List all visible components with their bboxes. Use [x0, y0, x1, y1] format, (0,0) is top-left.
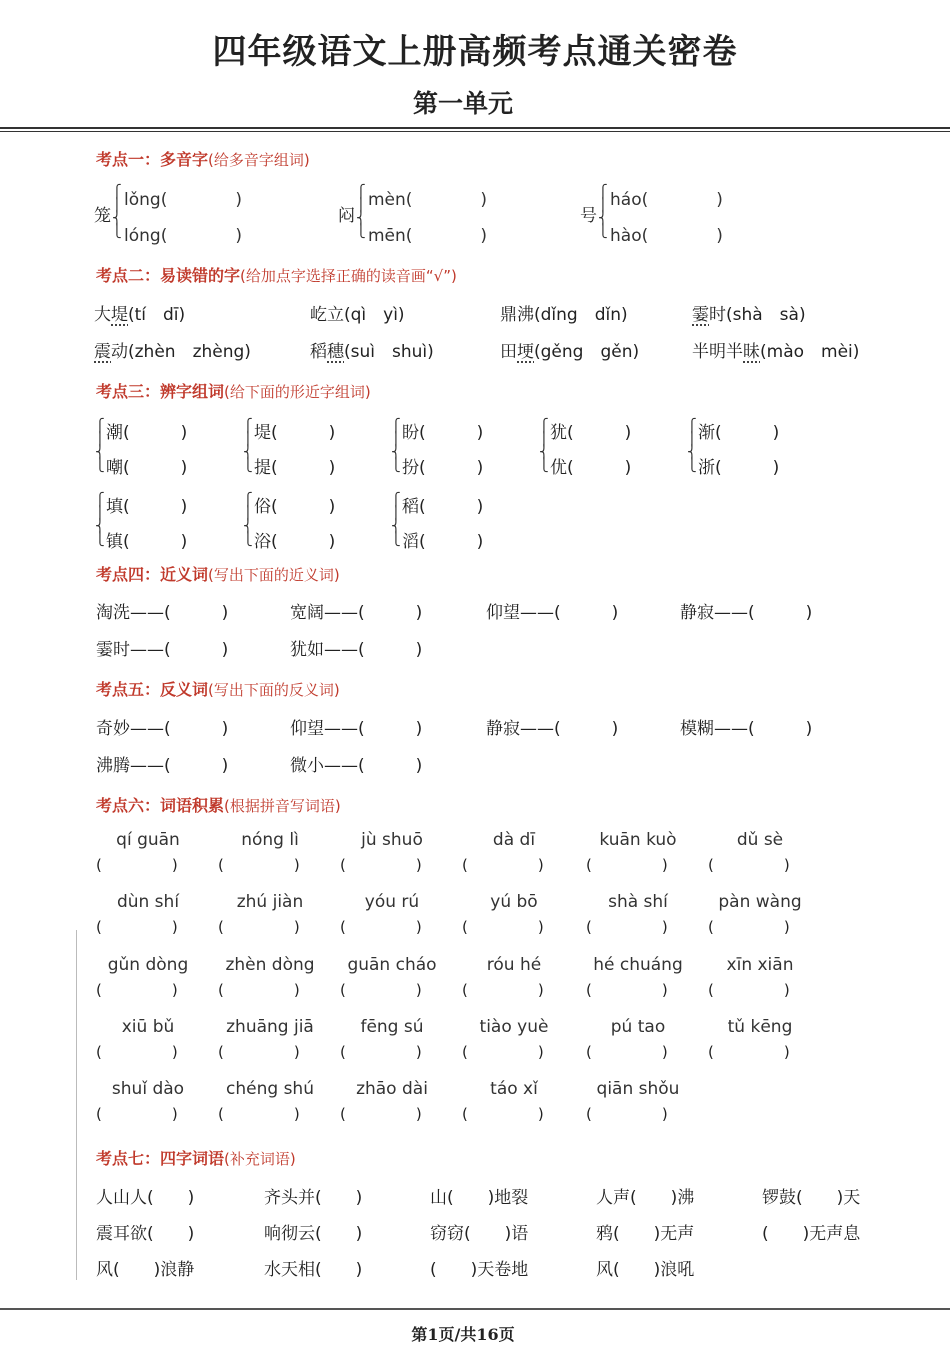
pinyin-prompt: shuǐ dào [111, 1079, 185, 1099]
idiom-blank: 鸦( )无声 [596, 1224, 695, 1244]
answer-blank[interactable]: ( ) [586, 981, 670, 999]
word-blank-a: 堤( ) [254, 423, 336, 443]
brace-icon: ⎧ ⎪ ⎨ ⎩ [244, 419, 252, 473]
item-pinyin-choice: 立(qì yì) [327, 305, 405, 325]
answer-blank[interactable]: ( ) [218, 1043, 302, 1061]
pinyin-prompt: pàn wàng [718, 892, 802, 912]
answer-blank[interactable]: ( ) [96, 1043, 180, 1061]
word-pair-item: 微小——( ) [290, 756, 423, 776]
footer-divider [0, 1308, 950, 1310]
brace-icon: ⎧ ⎪ ⎨ ⎩ [392, 493, 400, 547]
idiom-blank: 山( )地裂 [430, 1188, 529, 1208]
answer-blank[interactable]: ( ) [96, 1105, 180, 1123]
answer-blank[interactable]: ( ) [708, 1043, 792, 1061]
word-blank-b: 嘲( ) [106, 458, 188, 478]
word-pair-item: 仰望——( ) [486, 603, 619, 623]
item-prefix: 大 [94, 305, 111, 325]
item-prefix: 田 [500, 342, 517, 362]
polyphone-reading-a: mèn( ) [368, 190, 488, 210]
pinyin-prompt: zhuāng jiā [226, 1017, 314, 1037]
pinyin-prompt: xiū bǔ [121, 1017, 175, 1037]
idiom-blank: 响彻云( ) [264, 1224, 363, 1244]
page-number: 第1页/共16页 [411, 1325, 515, 1344]
word-pair-item: 宽阔——( ) [290, 603, 423, 623]
pronunciation-item [500, 300, 628, 325]
item-prefix: 半明半 [692, 342, 743, 362]
idiom-blank: 水天相( ) [264, 1260, 363, 1280]
answer-blank[interactable]: ( ) [340, 1105, 424, 1123]
pinyin-prompt: gǔn dòng [107, 955, 189, 975]
pinyin-prompt: zhèn dòng [225, 955, 315, 975]
answer-blank[interactable]: ( ) [218, 981, 302, 999]
pinyin-prompt: zhāo dài [356, 1079, 428, 1099]
word-blank-a: 渐( ) [698, 423, 780, 443]
item-prefix: 稻 [310, 342, 327, 362]
answer-blank[interactable]: ( ) [218, 1105, 302, 1123]
section-label: 考点五：反义词 [96, 680, 209, 699]
item-pinyin-choice: 沸(dǐng dǐn) [517, 305, 628, 325]
pinyin-prompt: dà dī [492, 830, 536, 850]
pronunciation-item [94, 300, 185, 325]
pronunciation-item [692, 337, 859, 362]
brace-icon: ⎧ ⎪ ⎨ ⎩ [113, 185, 121, 239]
idiom-blank: 人声( )沸 [596, 1188, 695, 1208]
word-pair-item: 淘洗——( ) [96, 603, 229, 623]
pinyin-prompt: zhú jiàn [236, 892, 304, 912]
pronunciation-item [94, 337, 251, 362]
pinyin-prompt: qiān shǒu [596, 1079, 680, 1099]
word-blank-a: 潮( ) [106, 423, 188, 443]
pinyin-prompt: nóng lì [241, 830, 299, 850]
idiom-blank: 锣鼓( )天 [762, 1188, 861, 1208]
word-pair-item: 静寂——( ) [486, 719, 619, 739]
polyphone-reading-b: hào( ) [610, 226, 723, 246]
brace-icon: ⎧ ⎪ ⎨ ⎩ [392, 419, 400, 473]
idiom-blank: 人山人( ) [96, 1188, 195, 1208]
pinyin-prompt: xīn xiān [726, 955, 794, 975]
word-pair-item: 奇妙——( ) [96, 719, 229, 739]
brace-icon: ⎧ ⎪ ⎨ ⎩ [540, 419, 548, 473]
answer-blank[interactable]: ( ) [708, 918, 792, 936]
pinyin-prompt: dǔ sè [736, 830, 784, 850]
answer-blank[interactable]: ( ) [586, 856, 670, 874]
section-2-title [96, 263, 457, 286]
section-3-title [96, 379, 371, 402]
section-note: (给下面的形近字组词) [224, 383, 371, 401]
pinyin-prompt: chéng shú [226, 1079, 314, 1099]
idiom-blank: 风( )浪吼 [596, 1260, 695, 1280]
section-label: 考点三：辨字组词 [96, 382, 225, 401]
answer-blank[interactable]: ( ) [586, 1105, 670, 1123]
dotted-char: 霎 [692, 305, 709, 325]
word-pair-item: 犹如——( ) [290, 640, 423, 660]
word-pair-item: 仰望——( ) [290, 719, 423, 739]
word-blank-b: 浴( ) [254, 532, 336, 552]
answer-blank[interactable]: ( ) [462, 981, 546, 999]
dotted-char: 穗 [327, 342, 344, 362]
pinyin-prompt: kuān kuò [599, 830, 677, 850]
word-blank-a: 犹( ) [550, 423, 632, 443]
answer-blank[interactable]: ( ) [462, 1043, 546, 1061]
brace-icon: ⎧ ⎪ ⎨ ⎩ [688, 419, 696, 473]
word-blank-a: 俗( ) [254, 497, 336, 517]
section-note: (写出下面的近义词) [208, 566, 340, 584]
answer-blank[interactable]: ( ) [340, 981, 424, 999]
answer-blank[interactable]: ( ) [340, 918, 424, 936]
pinyin-prompt: shà shí [608, 892, 668, 912]
pronunciation-item [310, 300, 405, 325]
item-prefix: 屹 [310, 305, 327, 325]
polyphone-char: 号 [580, 206, 597, 226]
answer-blank[interactable]: ( ) [96, 918, 180, 936]
pinyin-prompt: qí guān [116, 830, 180, 850]
section-label: 考点四：近义词 [96, 565, 209, 584]
section-note: (给多音字组词) [208, 151, 310, 169]
idiom-blank: ( )天卷地 [430, 1260, 529, 1280]
word-pair-item: 霎时——( ) [96, 640, 229, 660]
pinyin-prompt: pú tao [610, 1017, 666, 1037]
brace-icon: ⎧ ⎪ ⎨ ⎩ [96, 493, 104, 547]
polyphone-reading-b: mēn( ) [368, 226, 488, 246]
answer-blank[interactable]: ( ) [218, 856, 302, 874]
header-divider-thin [0, 131, 950, 132]
item-pinyin-choice: (tí dī) [128, 305, 186, 325]
brace-icon: ⎧ ⎪ ⎨ ⎩ [96, 419, 104, 473]
section-note: (给加点字选择正确的读音画“√”) [240, 267, 457, 285]
polyphone-char: 闷 [338, 206, 355, 226]
idiom-blank: ( )无声息 [762, 1224, 861, 1244]
answer-blank[interactable]: ( ) [462, 1105, 546, 1123]
item-pinyin-choice: (gěng gěn) [534, 342, 640, 362]
section-label: 考点一：多音字 [96, 150, 209, 169]
brace-icon: ⎧ ⎪ ⎨ ⎩ [244, 493, 252, 547]
word-blank-a: 盼( ) [402, 423, 484, 443]
dotted-char: 震 [94, 342, 111, 362]
pinyin-prompt: dùn shí [116, 892, 180, 912]
word-pair-item: 静寂——( ) [680, 603, 813, 623]
answer-blank[interactable]: ( ) [462, 918, 546, 936]
pronunciation-item [310, 337, 434, 362]
answer-blank[interactable]: ( ) [96, 981, 180, 999]
pinyin-prompt: fēng sú [360, 1017, 424, 1037]
answer-blank[interactable]: ( ) [340, 1043, 424, 1061]
polyphone-char: 笼 [94, 206, 111, 226]
section-label: 考点六：词语积累 [96, 796, 225, 815]
word-blank-a: 稻( ) [402, 497, 484, 517]
word-blank-b: 优( ) [550, 458, 632, 478]
pinyin-prompt: tiào yuè [479, 1017, 549, 1037]
dotted-char: 埂 [517, 342, 534, 362]
section-note: (补充词语) [224, 1150, 296, 1168]
unit-title: 第一单元 [412, 89, 513, 118]
pinyin-prompt: guān cháo [347, 955, 437, 975]
item-pinyin-choice: (mào mèi) [760, 342, 860, 362]
word-blank-b: 滔( ) [402, 532, 484, 552]
section-5-title [96, 677, 340, 700]
section-1-title [96, 147, 310, 170]
word-blank-b: 扮( ) [402, 458, 484, 478]
answer-blank[interactable]: ( ) [340, 856, 424, 874]
section-label: 考点二：易读错的字 [96, 266, 241, 285]
polyphone-reading-a: lǒng( ) [124, 190, 242, 210]
dotted-char: 堤 [111, 305, 128, 325]
section-note: (根据拼音写词语) [224, 797, 341, 815]
word-blank-a: 填( ) [106, 497, 188, 517]
pinyin-prompt: jù shuō [361, 830, 423, 850]
item-pinyin-choice: 时(shà sà) [709, 305, 806, 325]
brace-icon: ⎧ ⎪ ⎨ ⎩ [599, 185, 607, 239]
polyphone-reading-b: lóng( ) [124, 226, 242, 246]
item-pinyin-choice: 动(zhèn zhèng) [111, 342, 251, 362]
answer-blank[interactable]: ( ) [218, 918, 302, 936]
word-blank-b: 镇( ) [106, 532, 188, 552]
word-blank-b: 浙( ) [698, 458, 780, 478]
pinyin-prompt: yóu rú [364, 892, 420, 912]
pinyin-prompt: táo xǐ [490, 1079, 538, 1099]
polyphone-reading-a: háo( ) [610, 190, 723, 210]
answer-blank[interactable]: ( ) [586, 918, 670, 936]
section-6-title [96, 793, 341, 816]
answer-blank[interactable]: ( ) [462, 856, 546, 874]
pronunciation-item [692, 300, 806, 325]
word-pair-item: 模糊——( ) [680, 719, 813, 739]
pinyin-prompt: hé chuáng [593, 955, 683, 975]
idiom-blank: 风( )浪静 [96, 1260, 195, 1280]
idiom-blank: 齐头并( ) [264, 1188, 363, 1208]
pronunciation-item [500, 337, 639, 362]
brace-icon: ⎧ ⎪ ⎨ ⎩ [357, 185, 365, 239]
word-blank-b: 提( ) [254, 458, 336, 478]
section-note: (写出下面的反义词) [208, 681, 340, 699]
word-pair-item: 沸腾——( ) [96, 756, 229, 776]
answer-blank[interactable]: ( ) [708, 856, 792, 874]
dotted-char: 昧 [743, 342, 760, 362]
answer-blank[interactable]: ( ) [586, 1043, 670, 1061]
answer-blank[interactable]: ( ) [96, 856, 180, 874]
margin-line [76, 930, 77, 1280]
pinyin-prompt: tǔ kēng [727, 1017, 793, 1037]
section-7-title [96, 1146, 296, 1169]
page-title: 四年级语文上册高频考点通关密卷 [212, 32, 738, 72]
item-pinyin-choice: (suì shuì) [344, 342, 434, 362]
idiom-blank: 窃窃( )语 [430, 1224, 529, 1244]
section-label: 考点七：四字词语 [96, 1149, 225, 1168]
answer-blank[interactable]: ( ) [708, 981, 792, 999]
section-4-title [96, 562, 340, 585]
idiom-blank: 震耳欲( ) [96, 1224, 195, 1244]
header-divider [0, 127, 950, 129]
item-prefix: 鼎 [500, 305, 517, 325]
pinyin-prompt: róu hé [486, 955, 542, 975]
pinyin-prompt: yú bō [490, 892, 538, 912]
